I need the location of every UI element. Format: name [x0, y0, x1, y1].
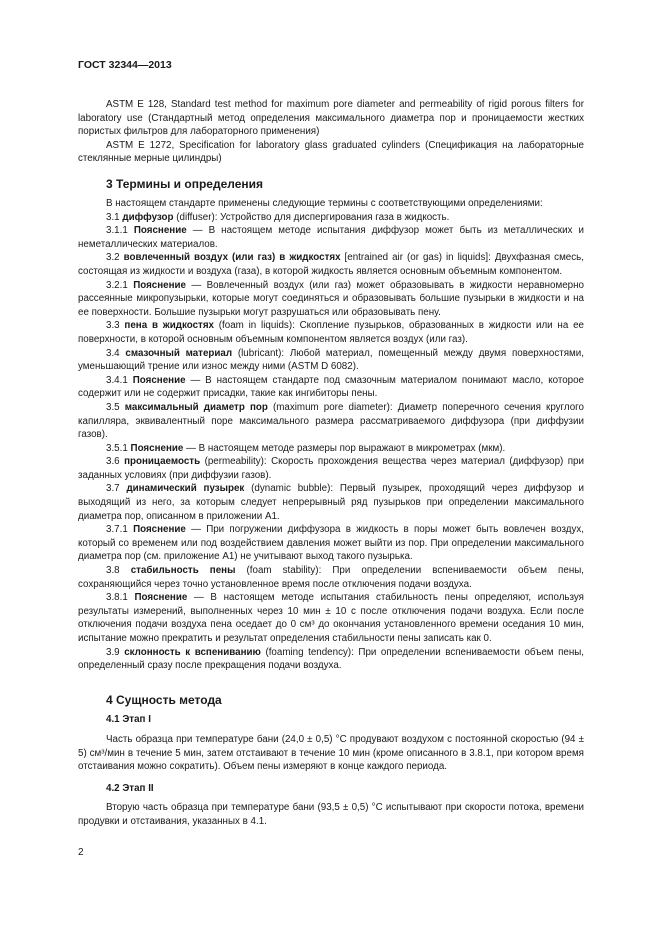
definition-item [78, 442, 584, 456]
definition-text: (lubricant): Любой материал, помещенный между двумя поверхностями, уменьшающий трение или износ между ними (ASTM D 6082). [78, 347, 584, 373]
definition-text: — Вовлеченный воздух (или газ) может образовывать в жидкости неравномерно рассеянные микропузырьки, которые могут соединяться и образовывать большие пузырьки в жидкости и на ее поверхности. Большие пузырьки могут разрушаться или образовывать пену. [78, 279, 584, 318]
definition-text: (foaming tendency): При определении вспениваемости объем пены, определенный сразу после прекращения подачи воздуха. [78, 646, 584, 672]
definition-term: смазочный материал [125, 347, 233, 359]
definition-text: (foam stability): При определении вспениваемости объем пены, сохраняющийся через точно установленное время после отключения подачи воздуха. [78, 565, 584, 590]
definition-text: (maximum pore diameter): Диаметр поперечного сечения круглого капилляра, эквивалентный поре максимального размера рассматриваемого диффузора (при диффузии газов). [78, 401, 584, 441]
definition-text: (dynamic bubble): Первый пузырек, проходящий через диффузор и выходящий из него, за которым следует непрерывный ряд пузырьков при определении максимального диаметра пор, описанном в приложении А1. [78, 483, 584, 522]
references-block [78, 98, 584, 166]
page-header: ГОСТ 32344—2013 [78, 59, 172, 71]
definition-term: максимальный диаметр пор [124, 401, 268, 413]
definition-item [78, 455, 584, 482]
definition-term: Пояснение [134, 592, 188, 604]
definition-number: 3.9 [106, 646, 120, 658]
definition-term: проницаемость [124, 456, 201, 468]
definition-item [78, 224, 584, 251]
definition-item [78, 211, 584, 225]
definition-text: — В настоящем методе испытания стабильность пены определяют, используя результаты измерений, выполненных через 10 мин ± 10 с после отключения подачи воздуха. Если после отключения подачи воздуха пена оседает до 0 см³ до окончания установленного времени оседания 10 мин, испытание можно прекратить и результат определения стабильности пены записать как 0. [78, 592, 584, 644]
subsection-title: 4.1 Этап I [106, 714, 151, 725]
definition-text: — В настоящем методе размеры пор выражают в микрометрах (мкм). [183, 442, 506, 454]
definition-item [78, 482, 584, 523]
section-title: 4 Сущность метода [106, 693, 222, 707]
definition-item [78, 279, 584, 320]
definition-number: 3.7 [106, 483, 120, 495]
definition-number: 3.1 [106, 211, 120, 223]
definitions-list [78, 211, 584, 673]
definition-text: (permeability): Скорость прохождения вещества через материал (диффузор) при заданных условиях (при диффузии газов). [78, 456, 584, 481]
definition-term: стабильность пены [130, 565, 236, 577]
definition-item [78, 564, 584, 591]
definition-number: 3.8.1 [106, 592, 128, 604]
page-number: 2 [78, 847, 84, 858]
definition-number: 3.3 [106, 320, 120, 332]
definition-term: Пояснение [133, 524, 186, 536]
definitions-block [78, 197, 584, 673]
definition-text: — В настоящем стандарте под смазочным материалом понимают масло, которое содержит или не содержит присадки, такие как ингибиторы пены. [78, 374, 584, 400]
stage1-text: Часть образца при температуре бани (24,0 ± 0,5) °С продувают воздухом с постоянной скоростью (94 ± 5) см³/мин в течение 5 мин, затем отстаивают в течение 10 мин (кроме описанного в 3.8.1, при котором время отстаивания можно сократить). Объем пены измеряют в конце каждого периода. [78, 734, 584, 773]
definition-number: 3.8 [106, 565, 120, 577]
definition-text: (diffuser): Устройство для диспергирования газа в жидкость. [173, 211, 450, 223]
definition-number: 3.4.1 [106, 374, 128, 386]
definition-term: пена в жидкостях [124, 320, 214, 332]
definition-item [78, 319, 584, 346]
definition-term: диффузор [122, 211, 174, 223]
definition-item [78, 401, 584, 442]
definition-term: Пояснение [133, 225, 187, 237]
stage2-text: Вторую часть образца при температуре бани (93,5 ± 0,5) °С испытывают при скорости потока, времени продувки и отстаивания, указанных в 4.1. [78, 802, 584, 827]
definition-term: динамический пузырек [126, 483, 245, 495]
definition-item [78, 523, 584, 564]
reference-item: ASTM E 1272, Specification for laboratory glass graduated cylinders (Спецификация на лабораторные стеклянные мерные цилиндры) [78, 139, 584, 165]
definition-number: 3.4 [106, 347, 120, 359]
definition-item [78, 347, 584, 374]
definition-item [78, 374, 584, 401]
subsection-title: 4.2 Этап II [106, 783, 154, 794]
definition-text: — В настоящем методе испытания диффузор может быть из металлических и неметаллических материалов. [78, 225, 584, 250]
stage2-block [78, 801, 584, 828]
definition-term: Пояснение [130, 442, 184, 454]
definition-item [78, 646, 584, 673]
definition-number: 3.6 [106, 456, 120, 468]
definition-item [78, 251, 584, 278]
section-intro: В настоящем стандарте применены следующие термины с соответствующими определениями: [106, 198, 543, 209]
definition-number: 3.2 [106, 252, 120, 264]
definition-number: 3.5.1 [106, 442, 128, 454]
definition-number: 3.5 [106, 401, 120, 413]
stage1-block [78, 733, 584, 774]
reference-item: ASTM E 128, Standard test method for maximum pore diameter and permeability of rigid porous filters for laboratory use (Стандартный метод определения максимального диаметра пор и проницаемости жестких пористых фильтров для лабораторного применения) [78, 99, 584, 138]
definition-number: 3.2.1 [106, 279, 128, 291]
definition-term: Пояснение [133, 279, 187, 291]
definition-item [78, 591, 584, 645]
definition-number: 3.7.1 [106, 524, 128, 536]
definition-text: — При погружении диффузора в жидкость в поры может быть вовлечен воздух, который со временем или под воздействием давления может выйти из пор. При определении максимального диаметра пор (см. приложение А1) не учитывают выход такого пузырька. [78, 524, 584, 563]
definition-term: Пояснение [132, 374, 186, 386]
definition-term: склонность к вспениванию [124, 646, 261, 658]
definition-text: (foam in liquids): Скопление пузырьков, образованных в жидкости или на ее поверхности, в которой основным объемным компонентом является воздух (или газ). [78, 320, 584, 345]
definition-number: 3.1.1 [106, 225, 128, 237]
section-title: 3 Термины и определения [106, 177, 264, 191]
definition-text: [entrained air (or gas) in liquids]: Двухфазная смесь, состоящая из жидкости и воздуха (газа), в которой жидкость является основным объемным компонентом. [78, 252, 584, 277]
definition-term: вовлеченный воздух (или газ) в жидкостях [123, 252, 341, 264]
